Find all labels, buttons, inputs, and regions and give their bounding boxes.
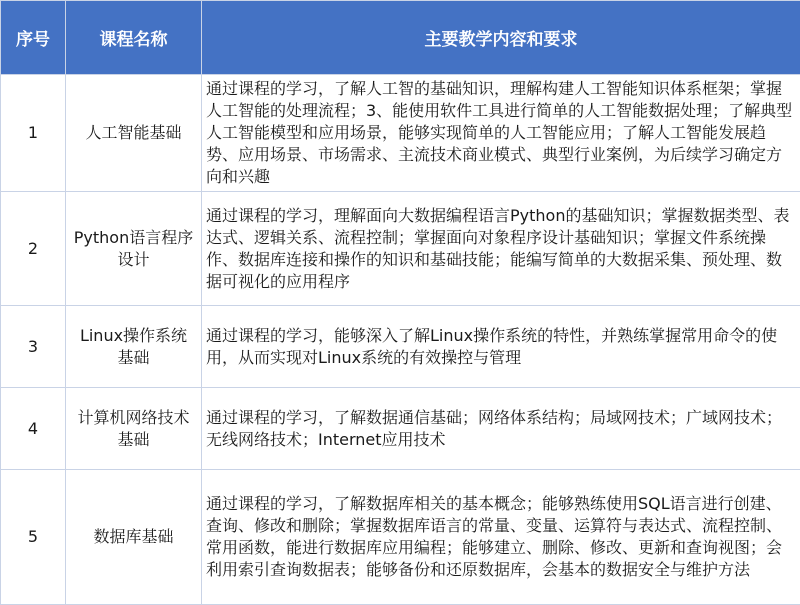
row-course-name: Python语言程序设计	[66, 192, 202, 306]
table-row	[1, 192, 800, 306]
table-row	[1, 388, 800, 470]
row-index: 2	[1, 192, 66, 306]
row-course-name: 人工智能基础	[66, 75, 202, 192]
row-content: 通过课程的学习，能够深入了解Linux操作系统的特性，并熟练掌握常用命令的使用，从而实现对Linux系统的有效操控与管理	[202, 306, 800, 388]
header-index: 序号	[1, 1, 66, 75]
row-course-name: 数据库基础	[66, 470, 202, 605]
row-content: 通过课程的学习，了解数据库相关的基本概念；能够熟练使用SQL语言进行创建、查询、修改和删除；掌握数据库语言的常量、变量、运算符与表达式、流程控制、常用函数，能进行数据库应用编程；能够建立、删除、修改、更新和查询视图；会利用索引查询数据表；能够备份和还原数据库，会基本的数据安全与维护方法	[202, 470, 800, 605]
row-content: 通过课程的学习，了解人工智的基础知识，理解构建人工智能知识体系框架；掌握人工智能的处理流程；3、能使用软件工具进行简单的人工智能数据处理；了解典型人工智能模型和应用场景，能够实现简单的人工智能应用；了解人工智能发展趋势、应用场景、市场需求、主流技术商业模式、典型行业案例，为后续学习确定方向和兴趣	[202, 75, 800, 192]
row-content: 通过课程的学习，理解面向大数据编程语言Python的基础知识；掌握数据类型、表达式、逻辑关系、流程控制；掌握面向对象程序设计基础知识；掌握文件系统操作、数据库连接和操作的知识和基础技能；能编写简单的大数据采集、预处理、数据可视化的应用程序	[202, 192, 800, 306]
table-row	[1, 75, 800, 192]
table-row	[1, 306, 800, 388]
row-index: 4	[1, 388, 66, 470]
header-content: 主要教学内容和要求	[202, 1, 800, 75]
row-content: 通过课程的学习，了解数据通信基础；网络体系结构；局域网技术；广域网技术；无线网络技术；Internet应用技术	[202, 388, 800, 470]
row-course-name: 计算机网络技术基础	[66, 388, 202, 470]
row-index: 1	[1, 75, 66, 192]
table-header-row	[1, 1, 800, 75]
table-row	[1, 470, 800, 605]
row-index: 3	[1, 306, 66, 388]
row-index: 5	[1, 470, 66, 605]
row-course-name: Linux操作系统基础	[66, 306, 202, 388]
header-course-name: 课程名称	[66, 1, 202, 75]
